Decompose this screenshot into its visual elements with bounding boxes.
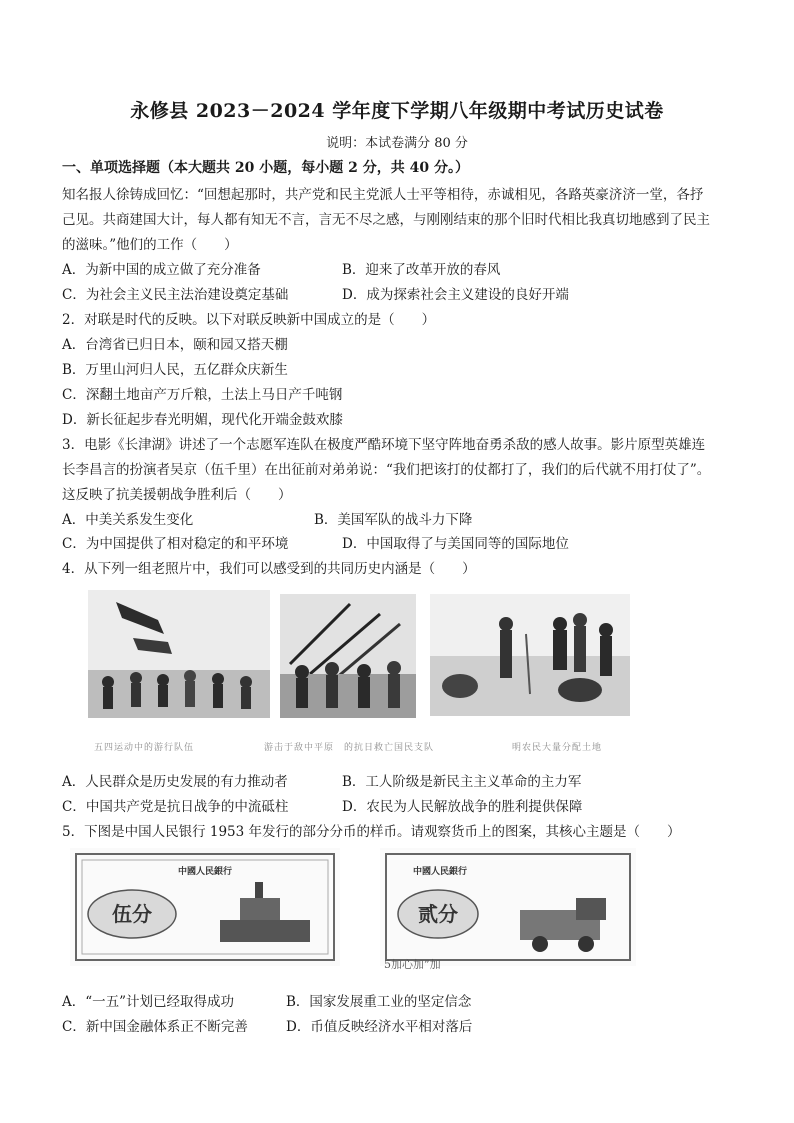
q1-option-c: C．为社会主义民主法治建设奠定基础 bbox=[62, 287, 289, 303]
q1-stem-line-2: 己见。共商建国大计，每人都有知无不言，言无不尽之感，与刚刚结束的那个旧时代相比我真切地感到了民主 bbox=[62, 212, 710, 228]
q2-option-c: C．深翻土地亩产万斤粮，土法上马日产千吨钢 bbox=[62, 387, 343, 403]
q3-option-d: D．中国取得了与美国同等的国际地位 bbox=[342, 536, 569, 552]
photo-guerrilla-detachment bbox=[280, 594, 416, 718]
photo-caption-1: 五四运动中的游行队伍 bbox=[94, 743, 195, 753]
q1-option-d: D．成为探索社会主义建设的良好开端 bbox=[342, 287, 569, 303]
q3-stem-line-3: 这反映了抗美援朝战争胜利后（ ） bbox=[62, 487, 292, 503]
banknote-2-bank-name: 中國人民銀行 bbox=[412, 867, 468, 877]
q5-option-a: A．“一五”计划已经取得成功 bbox=[62, 994, 235, 1010]
exam-instructions: 说明：本试卷满分 80 分 bbox=[326, 136, 468, 151]
q5-option-d: D．币值反映经济水平相对落后 bbox=[286, 1019, 473, 1035]
banknote-overlay-text: 5加心加”加 bbox=[384, 958, 441, 971]
q1-stem-line-1: 知名报人徐铸成回忆：“回想起那时，共产党和民主党派人士平等相待，赤诚相见，各路英豪济济一堂，各抒 bbox=[62, 187, 704, 203]
q3-option-a: A．中美关系发生变化 bbox=[62, 512, 194, 528]
q2-option-d: D．新长征起步春光明媚，现代化开端金鼓欢膝 bbox=[62, 412, 343, 428]
q4-option-a: A．人民群众是历史发展的有力推动者 bbox=[62, 774, 288, 790]
banknote-erfen bbox=[380, 848, 636, 966]
banknote-1-denomination: 伍分 bbox=[112, 902, 152, 926]
banknote-wufen bbox=[70, 848, 340, 966]
q3-stem-line-2: 长李昌言的扮演者吴京（伍千里）在出征前对弟弟说：“我们把该打的仗都打了，我们的后代就不用打仗了”。 bbox=[62, 462, 711, 478]
q2-stem: 2．对联是时代的反映。以下对联反映新中国成立的是（ ） bbox=[62, 312, 436, 328]
section-heading: 一、单项选择题（本大题共 20 小题，每小题 2 分，共 40 分。） bbox=[62, 160, 469, 176]
q3-stem-line-1: 3．电影《长津湖》讲述了一个志愿军连队在极度严酷环境下坚守阵地奋勇杀敌的感人故事。影片原型英雄连 bbox=[62, 437, 706, 453]
q5-stem: 5．下图是中国人民银行 1953 年发行的部分分币的样币。请观察货币上的图案，其核心主题是（ ） bbox=[62, 824, 681, 840]
q1-option-a: A．为新中国的成立做了充分准备 bbox=[62, 262, 261, 278]
q3-option-b: B．美国军队的战斗力下降 bbox=[314, 512, 473, 528]
q5-option-c: C．新中国金融体系正不断完善 bbox=[62, 1019, 248, 1035]
q4-option-d: D．农民为人民解放战争的胜利提供保障 bbox=[342, 799, 583, 815]
exam-title: 永修县 2023－2024 学年度下学期八年级期中考试历史试卷 bbox=[130, 100, 664, 122]
q4-option-c: C．中国共产党是抗日战争的中流砥柱 bbox=[62, 799, 289, 815]
q2-option-b: B．万里山河归人民，五亿群众庆新生 bbox=[62, 362, 288, 378]
q4-option-b: B．工人阶级是新民主主义革命的主力军 bbox=[342, 774, 582, 790]
photo-caption-3: 明农民大量分配土地 bbox=[512, 743, 603, 753]
banknote-2-denomination: 贰分 bbox=[418, 902, 458, 926]
photo-caption-2: 游击于敌中平原 的抗日救亡国民支队 bbox=[264, 743, 435, 753]
q4-stem: 4．从下列一组老照片中，我们可以感受到的共同历史内涵是（ ） bbox=[62, 561, 476, 577]
q1-stem-line-3: 的滋味。”他们的工作（ ） bbox=[62, 237, 238, 253]
banknote-1-bank-name: 中國人民銀行 bbox=[177, 867, 233, 877]
q3-option-c: C．为中国提供了相对稳定的和平环境 bbox=[62, 536, 289, 552]
photo-land-distribution bbox=[430, 594, 630, 716]
q5-option-b: B．国家发展重工业的坚定信念 bbox=[286, 994, 472, 1010]
q1-option-b: B．迎来了改革开放的春风 bbox=[342, 262, 501, 278]
q2-option-a: A．台湾省已归日本，颐和园又搭天棚 bbox=[62, 337, 288, 353]
photo-may-fourth-march bbox=[88, 590, 270, 718]
